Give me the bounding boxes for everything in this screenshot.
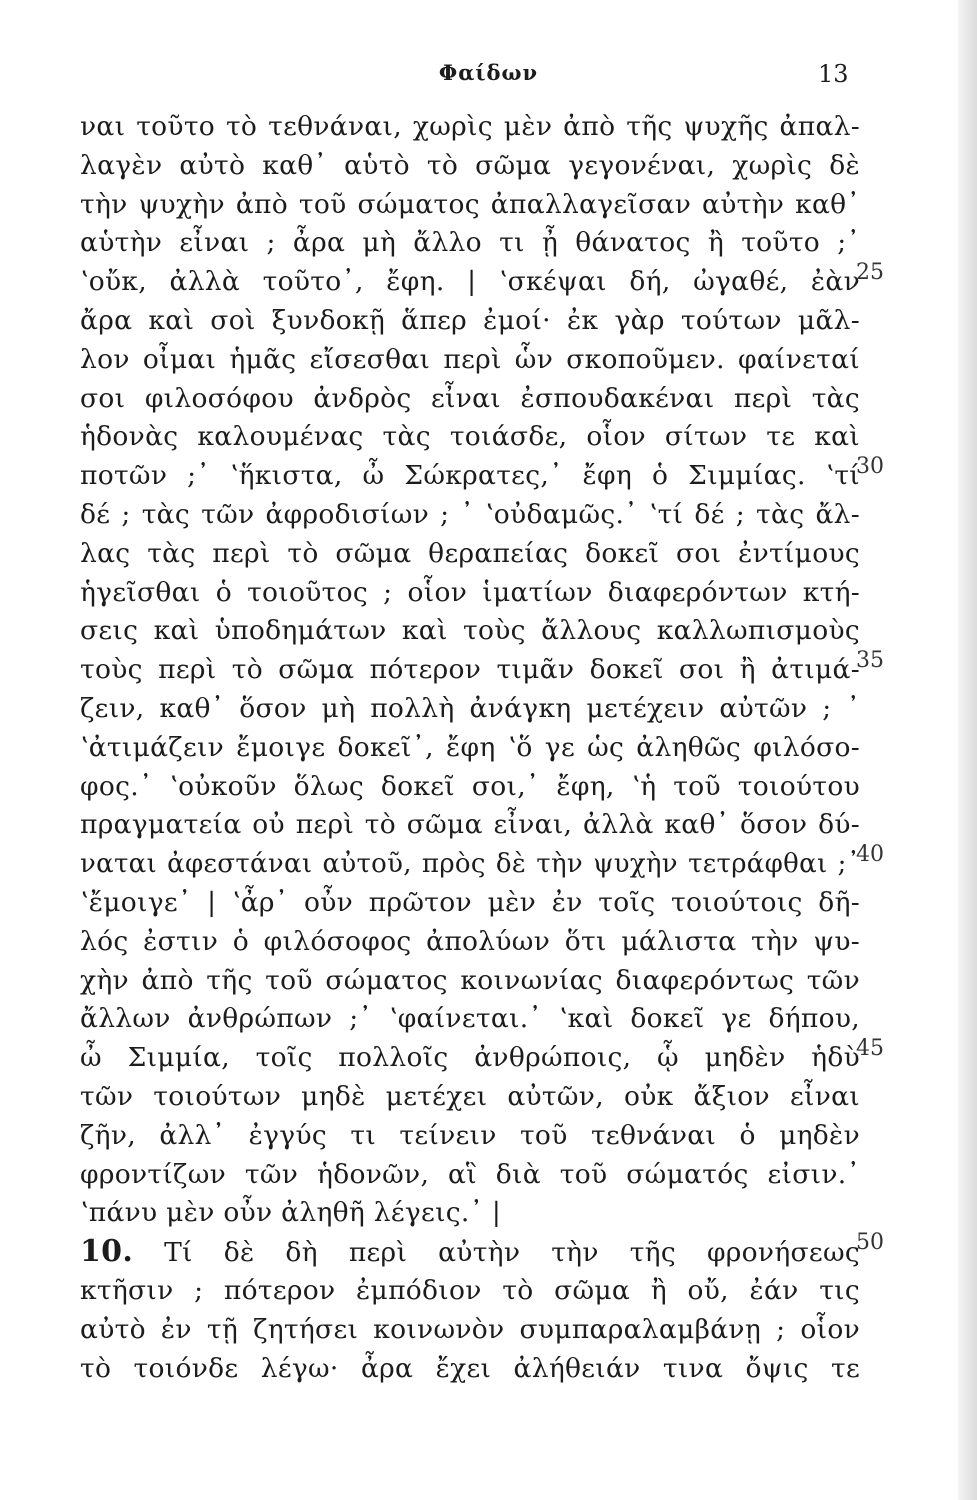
text-line: ναι τοῦτο τὸ τεθνάναι, χωρὶς μὲν ἀπὸ τῆς ψυχῆς ἀπαλ-	[80, 111, 860, 142]
text-block	[80, 108, 860, 1388]
text-line: ὦ Σιμμία, τοῖς πολλοῖς ἀνθρώποις, ᾧ μηδὲν ἡδὺ	[80, 1042, 860, 1074]
text-line: ʽπάνυ μὲν οὖν ἀληθῆ λέγεις.᾽ |	[80, 1197, 502, 1229]
running-head-title: Φαίδων	[438, 60, 539, 85]
text-line: τῶν τοιούτων μηδὲ μετέχει αὐτῶν, οὐκ ἄξιον εἶναι	[80, 1080, 860, 1112]
text-line: τὴν ψυχὴν ἀπὸ τοῦ σώματος ἀπαλλαγεῖσαν αὐτὴν καθ᾽	[80, 188, 860, 220]
text-line: σεις καὶ ὑποδημάτων καὶ τοὺς ἄλλους καλλωπισμοὺς	[80, 615, 860, 647]
text-line: πραγματεία οὐ περὶ τὸ σῶμα εἶναι, ἀλλὰ καθ᾽ ὅσον δύ-	[80, 809, 860, 841]
text-line: ἡγεῖσθαι ὁ τοιοῦτος ; οἷον ἱματίων διαφερόντων κτή-	[80, 576, 860, 608]
section-first-line: Τί δὲ δὴ περὶ αὐτὴν τὴν τῆς φρονήσεως	[164, 1237, 860, 1269]
text-line: ἄλλων ἀνθρώπων ;᾽ ʽφαίνεται.᾽ ʽκαὶ δοκεῖ γε δήπου,	[80, 1003, 860, 1035]
text-line: ἄρα καὶ σοὶ ξυνδοκῇ ἅπερ ἐμοί· ἐκ γὰρ τούτων μᾶλ-	[80, 304, 860, 336]
text-line: λον οἶμαι ἡμᾶς εἴσεσθαι περὶ ὧν σκοποῦμεν. φαίνεταί	[80, 343, 860, 375]
text-line: ποτῶν ;᾽ ʽἥκιστα, ὦ Σώκρατες,᾽ ἔφη ὁ Σιμμίας. ʽτί	[80, 460, 860, 492]
text-line: κτῆσιν ; πότερον ἐμπόδιον τὸ σῶμα ἢ οὔ, ἐάν τις	[80, 1274, 860, 1306]
text-line: ʽοὔκ, ἀλλὰ τοῦτο᾽, ἔφη. | ʽσκέψαι δή, ὠγαθέ, ἐὰν	[80, 266, 860, 298]
text-line: λας τὰς περὶ τὸ σῶμα θεραπείας δοκεῖ σοι ἐντίμους	[80, 537, 860, 569]
line-number-margin: 35	[856, 648, 884, 673]
text-line: ζῆν, ἀλλ᾽ ἐγγύς τι τείνειν τοῦ τεθνάναι ὁ μηδὲν	[80, 1119, 860, 1151]
page-edge-shadow	[958, 0, 977, 1500]
text-line: αὑτὴν εἶναι ; ἆρα μὴ ἄλλο τι ᾖ θάνατος ἢ τοῦτο ;᾽	[80, 227, 860, 259]
text-line: ʽἀτιμάζειν ἔμοιγε δοκεῖ᾽, ἔφη ʽὅ γε ὡς ἀληθῶς φιλόσο-	[80, 731, 860, 763]
text-line: ναται ἀφεστάναι αὐτοῦ, πρὸς δὲ τὴν ψυχὴν τετράφθαι ;᾽	[80, 849, 860, 880]
text-line: ʽἔμοιγε᾽ | ʽἆρ᾽ οὖν πρῶτον μὲν ἐν τοῖς τοιούτοις δῆ-	[80, 886, 860, 918]
line-number-margin: 25	[856, 260, 884, 285]
line-number-margin: 50	[856, 1230, 884, 1255]
line-number-margin: 30	[856, 454, 884, 479]
text-line: τοὺς περὶ τὸ σῶμα πότερον τιμᾶν δοκεῖ σοι ἢ ἀτιμά-	[80, 654, 860, 686]
text-line: φος.᾽ ʽοὐκοῦν ὅλως δοκεῖ σοι,᾽ ἔφη, ʽἡ τοῦ τοιούτου	[80, 770, 860, 802]
text-line: δέ ; τὰς τῶν ἀφροδισίων ; ᾽ ʽοὐδαμῶς.᾽ ʽτί δέ ; τὰς ἄλ-	[80, 498, 860, 530]
line-number-margin: 40	[856, 842, 884, 867]
text-line: φροντίζων τῶν ἡδονῶν, αἳ διὰ τοῦ σώματός εἰσιν.᾽	[80, 1158, 860, 1190]
text-line: τὸ τοιόνδε λέγω· ἆρα ἔχει ἀλήθειάν τινα ὄψις τε	[80, 1352, 860, 1384]
line-number-margin: 45	[856, 1036, 884, 1061]
text-line: χὴν ἀπὸ τῆς τοῦ σώματος κοινωνίας διαφερόντως τῶν	[80, 964, 860, 996]
text-line: αὐτὸ ἐν τῇ ζητήσει κοινωνὸν συμπαραλαμβάνῃ ; οἷον	[80, 1313, 860, 1345]
section-number: 10.	[80, 1234, 134, 1270]
text-line: ἡδονὰς καλουμένας τὰς τοιάσδε, οἷον σίτων τε καὶ	[80, 421, 860, 453]
text-line: λός ἐστιν ὁ φιλόσοφος ἀπολύων ὅτι μάλιστα τὴν ψυ-	[80, 925, 860, 957]
text-line: ζειν, καθ᾽ ὅσον μὴ πολλὴ ἀνάγκη μετέχειν αὐτῶν ; ᾽	[80, 692, 860, 724]
text-line: λαγὲν αὐτὸ καθ᾽ αὑτὸ τὸ σῶμα γεγονέναι, χωρὶς δὲ	[80, 149, 860, 181]
section-heading-line	[80, 1233, 860, 1272]
text-line: σοι φιλοσόφου ἀνδρὸς εἶναι ἐσπουδακέναι περὶ τὰς	[80, 382, 860, 414]
page-number: 13	[818, 60, 849, 88]
